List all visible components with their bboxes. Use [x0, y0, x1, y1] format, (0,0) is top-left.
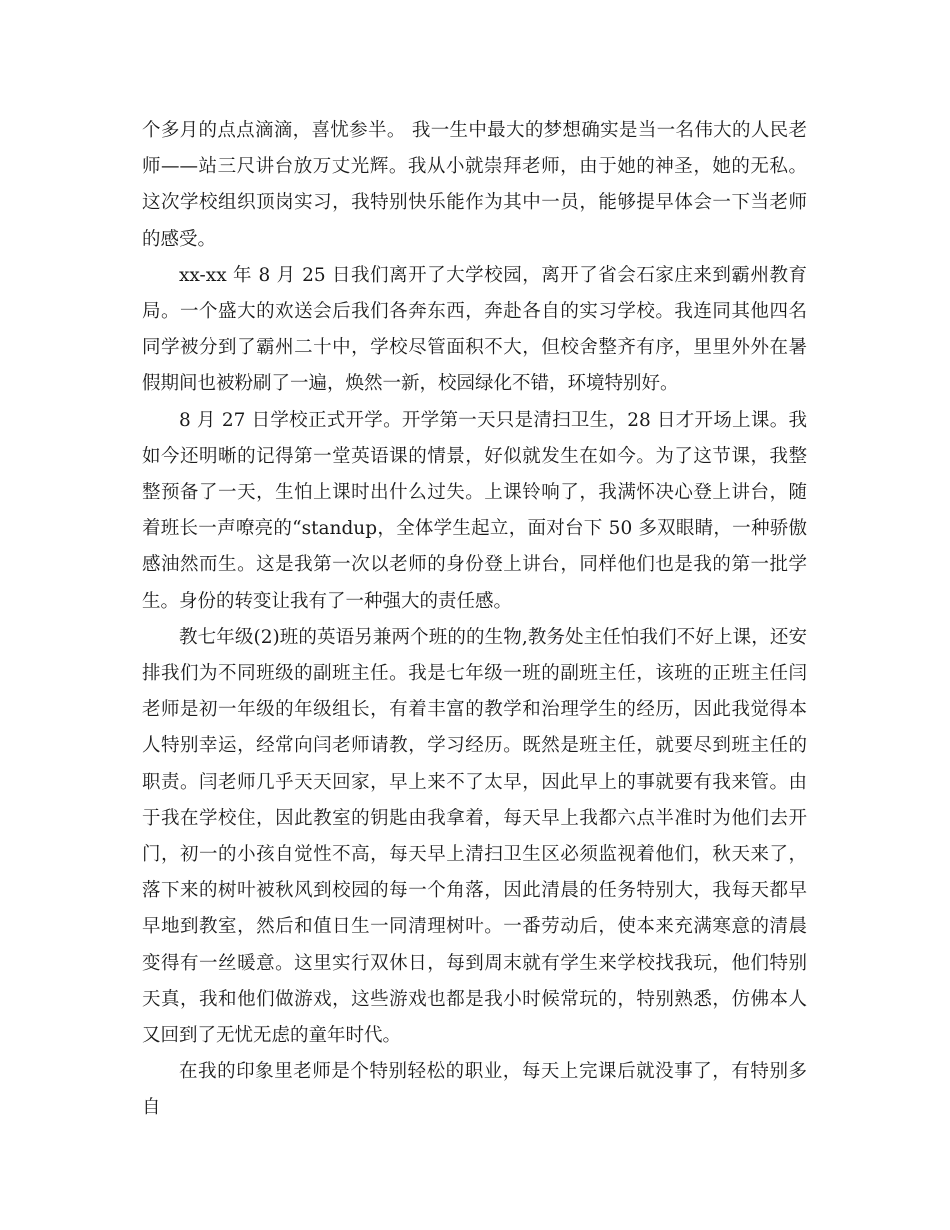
document-body	[142, 113, 807, 1127]
paragraph-4: 教七年级(2)班的英语另兼两个班的的生物,教务处主任怕我们不好上课，还安排我们为不同班级的副班主任。我是七年级一班的副班主任，该班的正班主任闫老师是初一年级的年级组长，有着丰富的教学和治理学生的经历，因此我觉得本人特别幸运，经常向闫老师请教，学习经历。既然是班主任，就要尽到班主任的职责。闫老师几乎天天回家，早上来不了太早，因此早上的事就要有我来管。由于我在学校住，因此教室的钥匙由我拿着，每天早上我都六点半准时为他们去开门，初一的小孩自觉性不高，每天早上清扫卫生区必须监视着他们，秋天来了，落下来的树叶被秋风到校园的每一个角落，因此清晨的任务特别大，我每天都早早地到教室，然后和值日生一同清理树叶。一番劳动后，使本来充满寒意的清晨变得有一丝暖意。这里实行双休日，每到周末就有学生来学校找我玩，他们特别天真，我和他们做游戏，这些游戏也都是我小时候常玩的，特别熟悉，仿佛本人又回到了无忧无虑的童年时代。	[142, 626, 807, 1047]
paragraph-1: 个多月的点点滴滴，喜忧参半。 我一生中最大的梦想确实是当一名伟大的人民老师——站三尺讲台放万丈光辉。我从小就崇拜老师，由于她的神圣，她的无私。这次学校组织顶岗实习，我特别快乐能作为其中一员，能够提早体会一下当老师的感受。	[142, 120, 807, 250]
paragraph-3: 8 月 27 日学校正式开学。开学第一天只是清扫卫生，28 日才开场上课。我如今还明晰的记得第一堂英语课的情景，好似就发生在如今。为了这节课，我整整预备了一天，生怕上课时出什么过失。上课铃响了，我满怀决心登上讲台，随着班长一声嘹亮的“standup，全体学生起立，面对台下 50 多双眼睛，一种骄傲感油然而生。这是我第一次以老师的身份登上讲台，同样他们也是我的第一批学生。身份的转变让我有了一种强大的责任感。	[142, 409, 807, 612]
paragraph-5: 在我的印象里老师是个特别轻松的职业，每天上完课后就没事了，有特别多自	[142, 1061, 807, 1119]
paragraph-2: xx-xx 年 8 月 25 日我们离开了大学校园，离开了省会石家庄来到霸州教育局。一个盛大的欢送会后我们各奔东西，奔赴各自的实习学校。我连同其他四名同学被分到了霸州二十中，学校尽管面积不大，但校舍整齐有序，里里外外在暑假期间也被粉刷了一遍，焕然一新，校园绿化不错，环境特别好。	[142, 264, 807, 395]
